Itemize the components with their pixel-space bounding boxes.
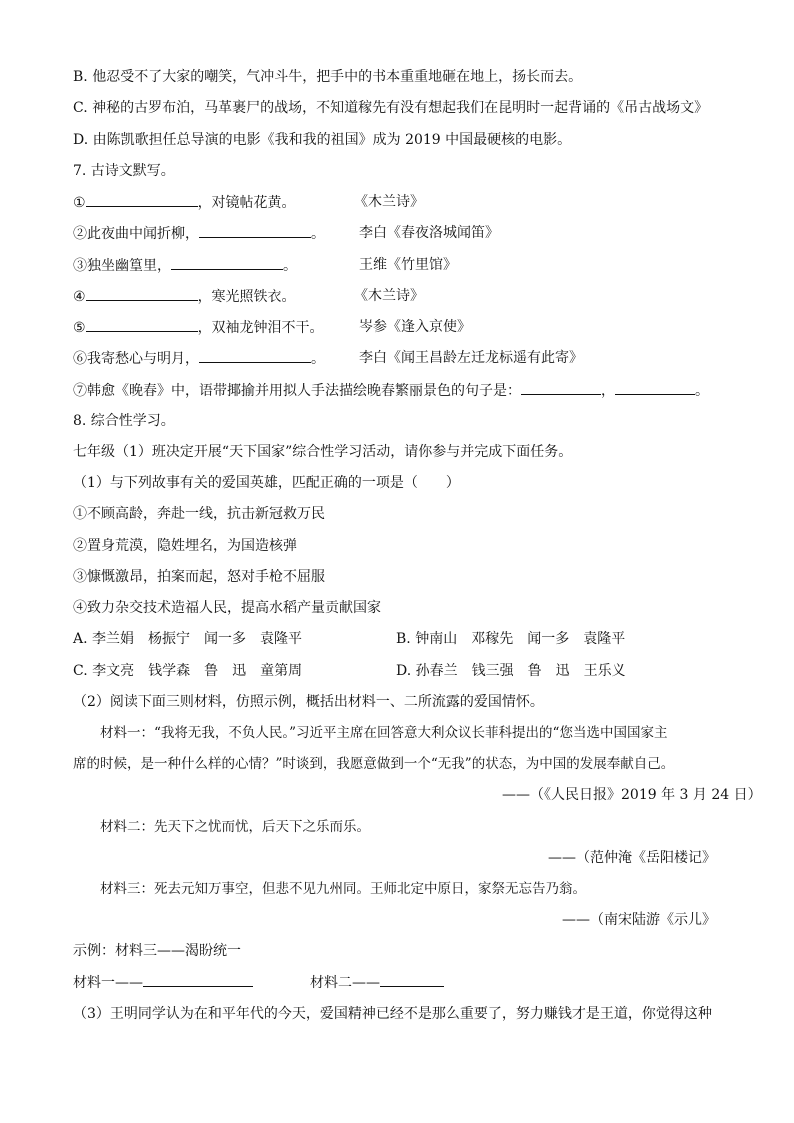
q8-option-a[interactable]: A. 李兰娟 杨振宁 闻一多 袁隆平	[73, 631, 303, 647]
q7-line7-prompt: ⑦韩愈《晚春》中，语带揶揄并用拟人手法描绘晚春繁丽景色的句子是：	[73, 383, 521, 399]
q8-intro: 七年级（1）班决定开展“天下国家”综合性学习活动，请你参与并完成下面任务。	[73, 444, 573, 460]
q8-item-1: ①不顾高龄，奔赴一线，抗击新冠救万民	[73, 506, 325, 522]
q6-option-d: D. 由陈凯歌担任总导演的电影《我和我的祖国》成为 2019 中国最硬核的电影。	[73, 132, 572, 148]
q8-item-2: ②置身荒漠，隐姓埋名，为国造核弹	[73, 538, 297, 554]
q7-line-num: ⑥	[73, 351, 87, 367]
material-1-source: ——（《人民日报》2019 年 3 月 24 日）	[502, 787, 762, 803]
q7-line7-sep: ，	[601, 383, 615, 399]
q7-line-post: ，双袖龙钟泪不干。	[197, 320, 324, 336]
q7-source-3: 王维《竹里馆》	[359, 257, 457, 273]
q7-line-num: ③	[73, 258, 87, 274]
answer-blank[interactable]	[143, 972, 253, 987]
material-3-source: ——（南宋陆游《示儿》	[562, 912, 716, 928]
q7-line-3	[73, 255, 297, 275]
q7-line-post: 。	[311, 226, 325, 242]
material-1-line-1: 材料一：“我将无我，不负人民。”习近平主席在回答意大利众议长菲科提出的“您当选中国国家主	[100, 725, 668, 741]
q7-line-post: 。	[311, 351, 325, 367]
q7-source-1: 《木兰诗》	[354, 194, 424, 210]
answer-blank[interactable]	[380, 972, 444, 987]
q6-option-b: B. 他忍受不了大家的嘲笑，气冲斗牛，把手中的书本重重地砸在地上，扬长而去。	[73, 69, 583, 85]
answer-blank[interactable]	[86, 192, 198, 207]
q7-source-2: 李白《春夜洛城闻笛》	[359, 225, 499, 241]
q7-source-4: 《木兰诗》	[354, 288, 424, 304]
q7-line-num: ②	[73, 226, 87, 242]
q7-line-num: ④	[73, 289, 86, 305]
q8-option-d[interactable]: D. 孙春兰 钱三强 鲁 迅 王乐义	[396, 663, 626, 679]
q8-sub3-prompt: （3）王明同学认为在和平年代的今天，爱国精神已经不是那么重要了，努力赚钱才是王道，你觉得这种	[73, 1006, 712, 1022]
q7-line-pre: 我寄愁心与明月，	[87, 351, 199, 367]
q7-line-5	[73, 317, 324, 337]
q7-line-post: ，对镜帖花黄。	[197, 195, 296, 211]
answer-blank[interactable]	[199, 223, 311, 238]
q8-answer-1	[73, 972, 253, 992]
q8-title: 8. 综合性学习。	[73, 413, 175, 429]
q8-example: 示例：材料三——渴盼统一	[73, 943, 241, 959]
q7-line-num: ①	[73, 195, 86, 211]
answer-2-label: 材料二——	[310, 975, 380, 991]
q7-line-pre: 此夜曲中闻折柳，	[87, 226, 199, 242]
answer-1-label: 材料一——	[73, 975, 143, 991]
q8-answer-2	[310, 972, 444, 992]
q8-item-4: ④致力杂交技术造福人民，提高水稻产量贡献国家	[73, 600, 381, 616]
answer-blank[interactable]	[615, 380, 695, 395]
q8-sub2-prompt: （2）阅读下面三则材料，仿照示例，概括出材料一、二所流露的爱国情怀。	[73, 694, 544, 710]
answer-blank[interactable]	[199, 348, 311, 363]
q7-line7-end: 。	[695, 383, 709, 399]
material-2-source: ——（范仲淹《岳阳楼记》	[548, 850, 716, 866]
answer-blank[interactable]	[86, 286, 198, 301]
material-2: 材料二：先天下之忧而忧，后天下之乐而乐。	[100, 819, 370, 835]
q7-line-2	[73, 223, 325, 243]
q7-source-5: 岑参《逢入京使》	[359, 319, 471, 335]
answer-blank[interactable]	[521, 380, 601, 395]
q7-source-6: 李白《闻王昌龄左迁龙标遥有此寄》	[359, 350, 583, 366]
q8-option-c[interactable]: C. 李文亮 钱学森 鲁 迅 童第周	[73, 663, 303, 679]
q7-line-num: ⑤	[73, 320, 86, 336]
q7-title: 7. 古诗文默写。	[73, 163, 175, 179]
q7-line-post: ，寒光照铁衣。	[197, 289, 296, 305]
material-3: 材料三：死去元知万事空，但悲不见九州同。王师北定中原日，家祭无忘告乃翁。	[100, 881, 586, 897]
q7-line-post: 。	[283, 258, 297, 274]
answer-blank[interactable]	[86, 317, 198, 332]
q7-line-4	[73, 286, 296, 306]
q7-line-7	[73, 380, 709, 400]
q8-option-b[interactable]: B. 钟南山 邓稼先 闻一多 袁隆平	[396, 631, 626, 647]
q8-item-3: ③慷慨激昂，拍案而起，怒对手枪不屈服	[73, 569, 325, 585]
material-1-line-2: 席的时候，是一种什么样的心情？”时谈到，我愿意做到一个“无我”的状态，为中国的发展奉献自己。	[73, 756, 675, 772]
q7-line-1	[73, 192, 296, 212]
q8-sub1-prompt: （1）与下列故事有关的爱国英雄，匹配正确的一项是（ ）	[73, 475, 460, 491]
q7-line-6	[73, 348, 325, 368]
q6-option-c: C. 神秘的古罗布泊，马革裹尸的战场，不知道稼先有没有想起我们在昆明时一起背诵的《吊古战场文》	[73, 100, 709, 116]
q7-line-pre: 独坐幽篁里，	[87, 258, 171, 274]
answer-blank[interactable]	[171, 255, 283, 270]
